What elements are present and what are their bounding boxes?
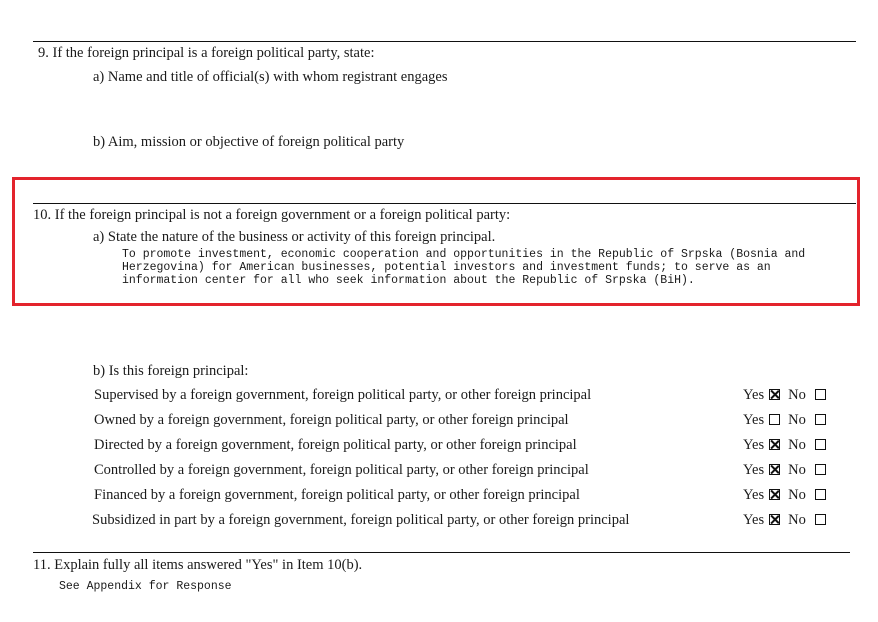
yes-label: Yes bbox=[743, 412, 765, 428]
no-checkbox[interactable] bbox=[815, 389, 826, 400]
item-10a-label: a) State the nature of the business or activity of this foreign principal. bbox=[93, 229, 496, 245]
yes-label: Yes bbox=[743, 437, 765, 453]
item-10b-question-text: Directed by a foreign government, foreign political party, or other foreign principal bbox=[94, 437, 577, 453]
no-label: No bbox=[788, 512, 806, 528]
no-checkbox[interactable] bbox=[815, 489, 826, 500]
yes-checkbox[interactable] bbox=[769, 439, 780, 450]
yes-label: Yes bbox=[743, 512, 765, 528]
no-label: No bbox=[788, 387, 806, 403]
item-10a-response-line: To promote investment, economic cooperation and opportunities in the Republic of Srpska (Bosnia and bbox=[122, 248, 806, 261]
item-9a-label: a) Name and title of official(s) with whom registrant engages bbox=[93, 69, 448, 85]
item-9-heading: 9. If the foreign principal is a foreign political party, state: bbox=[38, 45, 375, 61]
item-10b-question-text: Supervised by a foreign government, foreign political party, or other foreign principal bbox=[94, 387, 592, 403]
item-10b-question-text: Subsidized in part by a foreign government, foreign political party, or other foreign principal bbox=[92, 512, 630, 528]
yes-checkbox[interactable] bbox=[769, 489, 780, 500]
yes-checkbox[interactable] bbox=[769, 389, 780, 400]
item-10a-response-line: information center for all who seek information about the Republic of Srpska (BiH). bbox=[122, 274, 695, 287]
yes-checkbox[interactable] bbox=[769, 464, 780, 475]
yes-checkbox[interactable] bbox=[769, 514, 780, 525]
no-checkbox[interactable] bbox=[815, 414, 826, 425]
no-checkbox[interactable] bbox=[815, 439, 826, 450]
section-divider-top bbox=[33, 41, 856, 42]
yes-no-choice bbox=[743, 511, 828, 529]
no-label: No bbox=[788, 487, 806, 503]
no-label: No bbox=[788, 437, 806, 453]
yes-no-choice bbox=[743, 386, 828, 404]
item-11-heading: 11. Explain fully all items answered "Yes" in Item 10(b). bbox=[33, 557, 363, 573]
no-label: No bbox=[788, 412, 806, 428]
item-10-heading: 10. If the foreign principal is not a foreign government or a foreign political party: bbox=[33, 207, 511, 223]
yes-no-choice bbox=[743, 461, 828, 479]
item-10b-question-text: Financed by a foreign government, foreign political party, or other foreign principal bbox=[94, 487, 580, 503]
item-9b-label: b) Aim, mission or objective of foreign political party bbox=[93, 134, 405, 150]
no-label: No bbox=[788, 462, 806, 478]
section-divider-item-10 bbox=[33, 203, 856, 204]
yes-label: Yes bbox=[743, 462, 765, 478]
yes-no-choice bbox=[743, 436, 828, 454]
yes-label: Yes bbox=[743, 487, 765, 503]
yes-checkbox[interactable] bbox=[769, 414, 780, 425]
no-checkbox[interactable] bbox=[815, 464, 826, 475]
item-10a-response-line: Herzegovina) for American businesses, potential investors and investment funds; to serve as an bbox=[122, 261, 771, 274]
yes-label: Yes bbox=[743, 387, 765, 403]
no-checkbox[interactable] bbox=[815, 514, 826, 525]
item-10b-question-text: Owned by a foreign government, foreign political party, or other foreign principal bbox=[94, 412, 569, 428]
yes-no-choice bbox=[743, 486, 828, 504]
item-10b-label: b) Is this foreign principal: bbox=[93, 363, 249, 379]
yes-no-choice bbox=[743, 411, 828, 429]
item-11-response: See Appendix for Response bbox=[59, 580, 232, 593]
section-divider-item-11 bbox=[33, 552, 850, 553]
item-10b-question-text: Controlled by a foreign government, foreign political party, or other foreign principal bbox=[94, 462, 589, 478]
